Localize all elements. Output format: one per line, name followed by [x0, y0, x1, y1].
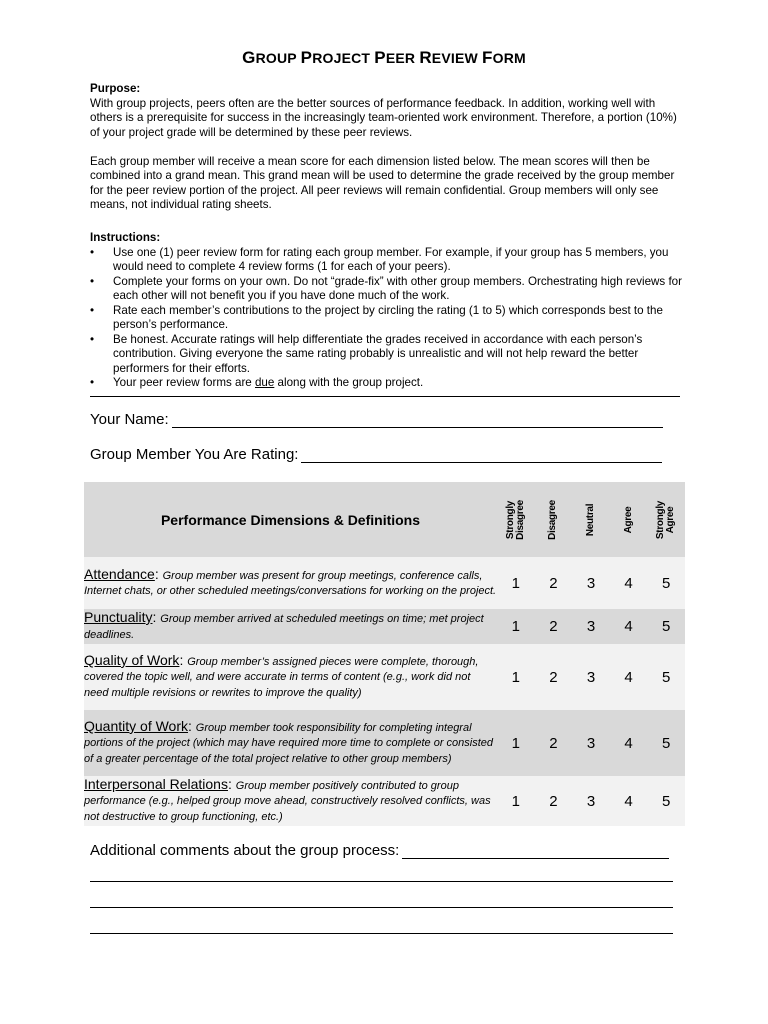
instruction-item: • Be honest. Accurate ratings will help differentiate the grades received in accordance with each person’s contribution. Giving everyone the same rating probably is unrealistic and will not help reward the better performers for their efforts. [90, 333, 682, 377]
score-option[interactable]: 2 [535, 644, 573, 710]
table-row-quantity-of-work [84, 710, 685, 776]
instruction-item: • Rate each member’s contributions to the project by circling the rating (1 to 5) which corresponds best to the person’s performance. [90, 304, 682, 333]
scale-header-agree: Agree [610, 482, 648, 557]
scale-header-strongly-agree: Strongly Agree [647, 482, 685, 557]
instructions-heading: Instructions: [90, 231, 161, 244]
comments-line-first[interactable] [402, 843, 669, 859]
instruction-item: • Complete your forms on your own. Do not “grade-fix” with other group members. Orchestrating high reviews for each other will not benefit you if you have done much of the work. [90, 275, 682, 304]
score-option[interactable]: 3 [572, 776, 610, 826]
dimension-term: Quality of Work [84, 651, 180, 668]
comments-line[interactable] [90, 907, 673, 908]
score-option[interactable]: 5 [647, 776, 685, 826]
rating-table [84, 482, 685, 826]
table-header-dimensions: Performance Dimensions & Definitions [84, 482, 497, 557]
table-row-interpersonal-relations [84, 776, 685, 826]
score-option[interactable]: 3 [572, 644, 610, 710]
dimension-definition: Punctuality: Group member arrived at scheduled meetings on time; met project deadlines. [84, 609, 497, 644]
score-option[interactable]: 4 [610, 644, 648, 710]
score-option[interactable]: 5 [647, 557, 685, 609]
table-row-punctuality [84, 609, 685, 644]
page-title: GROUP PROJECT PEER REVIEW FORM [242, 48, 526, 67]
dimension-definition: Attendance: Group member was present for group meetings, conference calls, Internet chats, or other scheduled meetings/conversations for working on the project. [84, 557, 497, 609]
member-rating-label: Group Member You Are Rating: [90, 446, 299, 463]
purpose-paragraph-1: With group projects, peers often are the better sources of performance feedback. In addition, working well with others is a prerequisite for success in the increasingly team-oriented work environment. Therefore, a portion (10%) of your project grade will be determined by these peer reviews. [90, 96, 677, 139]
comments-label: Additional comments about the group process: [90, 842, 400, 859]
dimension-definition: Quality of Work: Group member’s assigned pieces were complete, thorough, covered the topic well, and were accurate in terms of content (e.g., work did not need multiple revisions or rewrites to improve the quality) [84, 644, 497, 710]
comments-line[interactable] [90, 933, 673, 934]
score-option[interactable]: 3 [572, 557, 610, 609]
dimension-term: Quantity of Work [84, 717, 189, 734]
dimension-term: Attendance [84, 565, 155, 582]
score-option[interactable]: 5 [647, 609, 685, 644]
score-option[interactable]: 5 [647, 644, 685, 710]
score-option[interactable]: 2 [535, 557, 573, 609]
purpose-heading: Purpose: [90, 82, 141, 95]
member-rating-field[interactable] [90, 446, 662, 463]
score-option[interactable]: 4 [610, 557, 648, 609]
score-option[interactable]: 2 [535, 710, 573, 776]
score-option[interactable]: 1 [497, 644, 535, 710]
score-option[interactable]: 4 [610, 710, 648, 776]
purpose-paragraph-2: Each group member will receive a mean score for each dimension listed below. The mean scores will then be combined into a grand mean. This grand mean will be used to determine the grade received by the group member for the peer review portion of the project. All peer reviews will remain confidential. Group members will only see means, not individual rating sheets. [90, 154, 675, 211]
scale-header-strongly-disagree: Strongly Disagree [497, 482, 535, 557]
scale-header-disagree: Disagree [535, 482, 573, 557]
score-option[interactable]: 1 [497, 776, 535, 826]
comments-line[interactable] [90, 881, 673, 882]
dimension-definition: Interpersonal Relations: Group member positively contributed to group performance (e.g., helped group move ahead, constructively resolved conflicts, was not destructive to group functioning, etc.) [84, 776, 497, 826]
score-option[interactable]: 1 [497, 557, 535, 609]
your-name-field[interactable] [90, 411, 663, 428]
instructions-list [90, 246, 682, 391]
score-option[interactable]: 3 [572, 710, 610, 776]
score-option[interactable]: 4 [610, 609, 648, 644]
due-underlined: due [254, 376, 275, 389]
purpose-section [90, 82, 682, 213]
instruction-item: • Your peer review forms are due along with the group project. [90, 376, 682, 391]
instructions-section [90, 231, 682, 391]
dimension-term: Interpersonal Relations [84, 775, 228, 792]
section-divider [90, 396, 680, 397]
table-row-attendance [84, 557, 685, 609]
member-rating-line[interactable] [301, 447, 662, 463]
your-name-label: Your Name: [90, 411, 169, 428]
comments-field[interactable] [90, 842, 669, 859]
score-option[interactable]: 5 [647, 710, 685, 776]
instruction-item: • Use one (1) peer review form for rating each group member. For example, if your group has 5 members, you would need to complete 4 review forms (1 for each of your peers). [90, 246, 682, 275]
table-row-quality-of-work [84, 644, 685, 710]
dimension-term: Punctuality [84, 609, 153, 625]
score-option[interactable]: 4 [610, 776, 648, 826]
your-name-line[interactable] [172, 412, 663, 428]
dimension-definition: Quantity of Work: Group member took responsibility for completing integral portions of the project (which may have required more time to complete or consisted of a greater percentage of the total project relative to other group members) [84, 710, 497, 776]
score-option[interactable]: 1 [497, 710, 535, 776]
score-option[interactable]: 2 [535, 776, 573, 826]
score-option[interactable]: 3 [572, 609, 610, 644]
score-option[interactable]: 1 [497, 609, 535, 644]
score-option[interactable]: 2 [535, 609, 573, 644]
scale-header-neutral: Neutral [572, 482, 610, 557]
